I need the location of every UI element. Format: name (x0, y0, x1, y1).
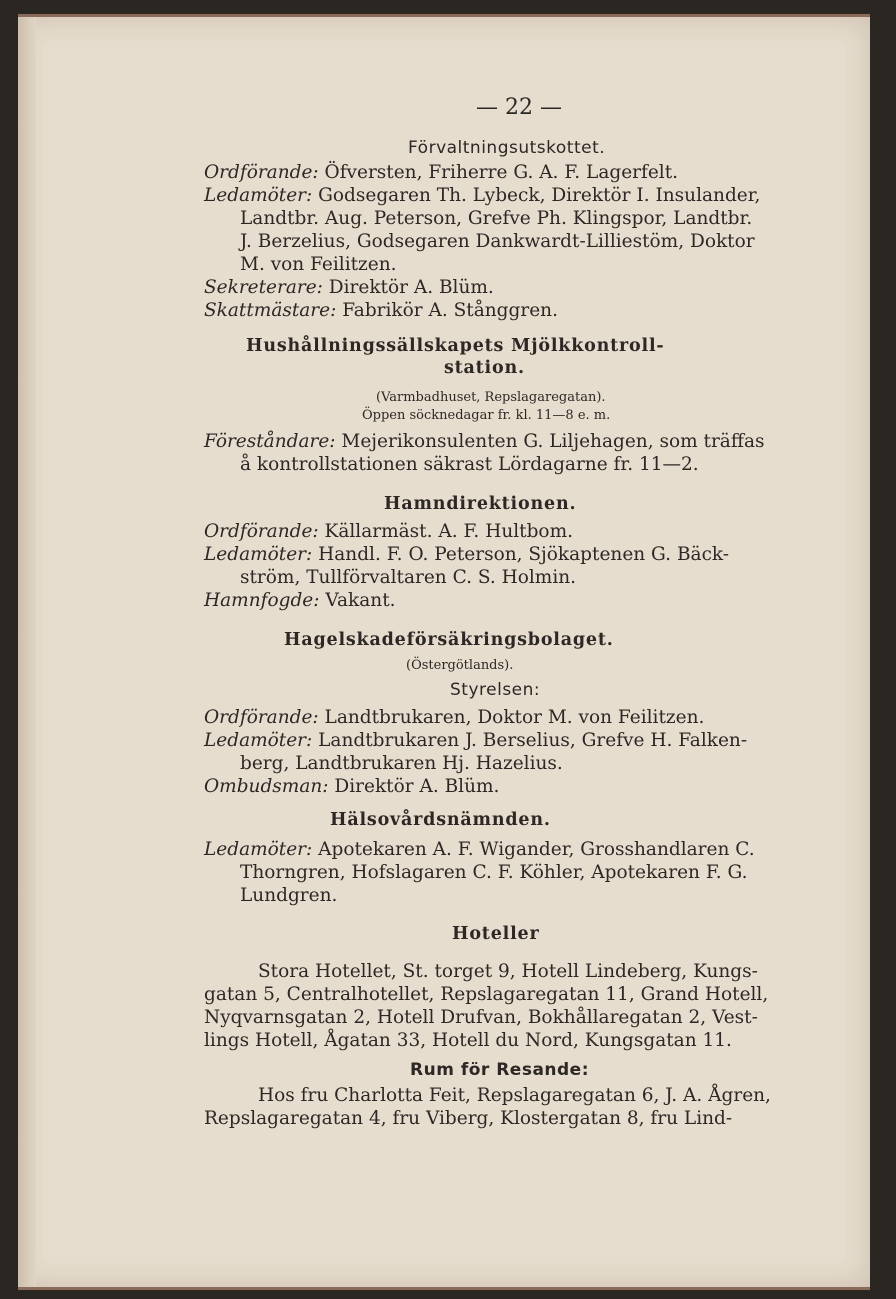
section-title-mjolk: Hushållningssällskapets Mjölkkontroll- (246, 336, 665, 356)
text-line: Hamnfogde: Vakant. (204, 590, 396, 611)
text-line: Landtbr. Aug. Peterson, Grefve Ph. Klingspor, Landtbr. (240, 208, 753, 229)
text-line: Föreståndare: Mejerikonsulenten G. Liljehagen, som träffas (204, 431, 765, 452)
text-line: M. von Feilitzen. (240, 254, 397, 275)
section-subtitle: (Östergötlands). (406, 658, 514, 673)
text-line: Ordförande: Källarmäst. A. F. Hultbom. (204, 521, 573, 542)
section-title-hagel: Hagelskadeförsäkringsbolaget. (284, 630, 614, 650)
text-line: Skattmästare: Fabrikör A. Stånggren. (204, 300, 558, 321)
text-line: Ledamöter: Landtbrukaren J. Berselius, Grefve H. Falken- (204, 730, 748, 751)
subsection-title-styrelse: Styrelsen: (450, 680, 541, 700)
text-line: Thorngren, Hofslagaren C. F. Köhler, Apotekaren F. G. (240, 862, 748, 883)
text-line: Repslagaregatan 4, fru Viberg, Klostergatan 8, fru Lind- (204, 1108, 733, 1129)
text-line: Lundgren. (240, 885, 338, 906)
text-line: Hos fru Charlotta Feit, Repslagaregatan 6, J. A. Ågren, (258, 1085, 771, 1106)
book-page (18, 14, 870, 1290)
text-line: Ledamöter: Godsegaren Th. Lybeck, Direktör I. Insulander, (204, 185, 761, 206)
section-title-rum: Rum för Resande: (410, 1060, 590, 1080)
text-line: J. Berzelius, Godsegaren Dankwardt-Lilliestöm, Doktor (240, 231, 755, 252)
section-title-hotell: Hoteller (452, 924, 540, 944)
section-title-halso: Hälsovårdsnämnden. (330, 810, 551, 830)
text-line: lings Hotell, Ågatan 33, Hotell du Nord, Kungsgatan 11. (204, 1030, 732, 1051)
section-title-mjolk-2: station. (444, 358, 525, 378)
page-number: — 22 — (476, 95, 562, 120)
text-line: Ombudsman: Direktör A. Blüm. (204, 776, 500, 797)
text-line: Ordförande: Öfversten, Friherre G. A. F. Lagerfelt. (204, 162, 679, 183)
text-line: gatan 5, Centralhotellet, Repslagaregatan 11, Grand Hotell, (204, 984, 769, 1005)
section-subtitle: Öppen söcknedagar fr. kl. 11—8 e. m. (362, 408, 611, 423)
text-line: Ordförande: Landtbrukaren, Doktor M. von Feilitzen. (204, 707, 705, 728)
page-spine (18, 17, 36, 1287)
text-line: Nyqvarnsgatan 2, Hotell Drufvan, Bokhållaregatan 2, Vest- (204, 1007, 758, 1028)
section-title-forvaltning: Förvaltningsutskottet. (408, 138, 606, 158)
text-line: Ledamöter: Handl. F. O. Peterson, Sjökaptenen G. Bäck- (204, 544, 730, 565)
text-line: Sekreterare: Direktör A. Blüm. (204, 277, 494, 298)
text-line: Ledamöter: Apotekaren A. F. Wigander, Grosshandlaren C. (204, 839, 755, 860)
section-subtitle: (Varmbadhuset, Repslagaregatan). (376, 390, 606, 405)
text-line: Stora Hotellet, St. torget 9, Hotell Lindeberg, Kungs- (258, 961, 758, 982)
section-title-hamn: Hamndirektionen. (384, 494, 577, 514)
text-line: ström, Tullförvaltaren C. S. Holmin. (240, 567, 577, 588)
text-line: å kontrollstationen säkrast Lördagarne fr. 11—2. (240, 454, 699, 475)
text-line: berg, Landtbrukaren Hj. Hazelius. (240, 753, 563, 774)
